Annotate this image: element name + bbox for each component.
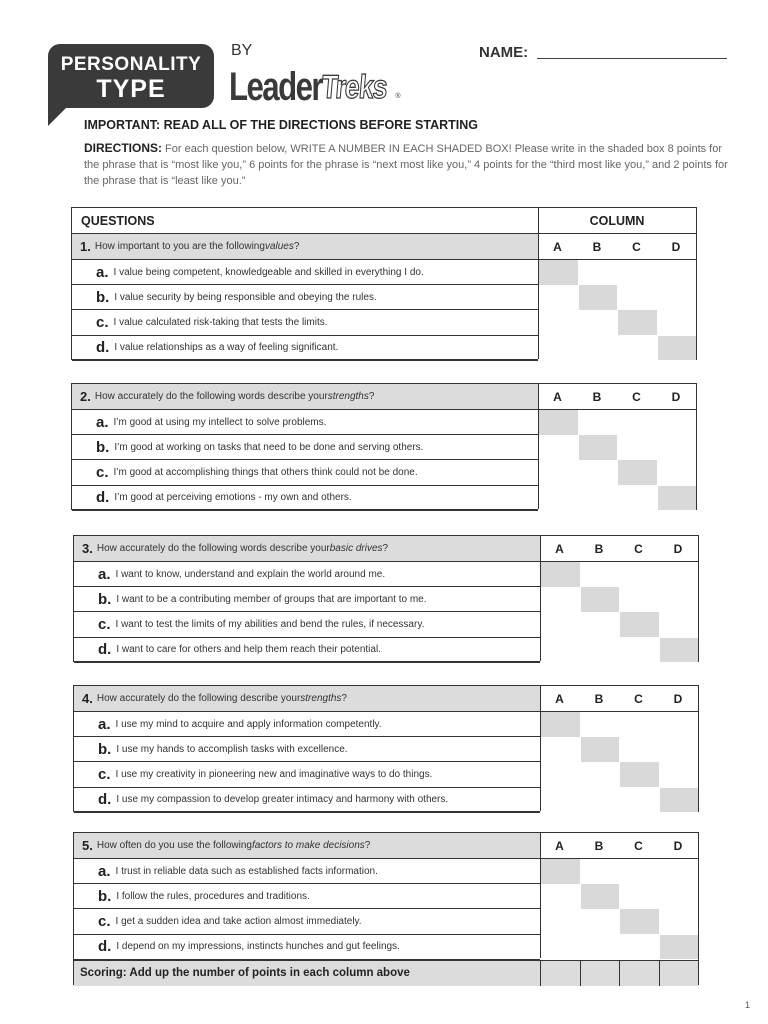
answer-letter: d. [98,791,112,809]
question-text [74,686,347,711]
question-number: 4. [82,691,93,706]
answer-statement: I want to test the limits of my abilities and bend the rules, if necessary. [115,618,425,630]
score-box-d[interactable] [660,788,699,813]
answer-row [72,285,696,310]
question-row [74,833,698,859]
score-box-c[interactable] [620,612,659,637]
question-row [72,234,696,260]
question-prefix: How accurately do the following words describe your [96,543,330,554]
answer-statement: I get a sudden idea and take action almost immediately. [115,915,362,927]
directions-label: DIRECTIONS: [84,141,162,155]
answer-text [74,935,400,959]
answer-row [74,587,698,612]
answer-text [72,486,352,510]
answer-letter: a. [96,413,109,431]
question-table [71,207,697,360]
score-box-b[interactable] [581,737,620,762]
column-label-a: A [553,240,562,254]
question-number: 5. [82,838,93,853]
answer-row [74,638,698,663]
answer-row [74,562,698,587]
answer-letter: a. [96,263,109,281]
score-box-b[interactable] [581,587,620,612]
answer-letter: d. [98,641,112,659]
score-box-c[interactable] [618,310,657,335]
score-box-c[interactable] [618,460,657,485]
answer-text [74,788,448,812]
answer-letter: a. [98,715,111,733]
answer-statement: I trust in reliable data such as established facts information. [115,865,378,877]
question-suffix: ? [382,543,389,554]
answer-divider [540,833,541,958]
score-box-b[interactable] [579,285,618,310]
question-text [74,536,388,561]
answer-letter: b. [96,288,110,306]
answer-cells [538,435,696,461]
answer-text [72,460,418,484]
answer-letter: d. [96,489,110,507]
answer-divider [538,384,539,509]
answer-statement: I use my mind to acquire and apply information competently. [115,718,382,730]
score-total-b[interactable] [580,961,619,986]
column-label-b: B [594,542,604,556]
column-label-b: B [592,390,602,404]
answer-statement: I use my creativity in pioneering new and imaginative ways to do things. [115,768,433,780]
answer-text [74,737,348,761]
registered-mark: ® [395,93,401,100]
answer-row [74,859,698,884]
name-field[interactable] [537,58,727,59]
by-label: BY [231,42,253,59]
answer-cells [540,612,698,638]
answer-row [72,460,696,485]
answer-cells [538,460,696,486]
score-box-a[interactable] [541,859,580,884]
answer-letter: b. [96,438,110,456]
question-suffix: ? [368,391,375,402]
question-prefix: How important to you are the following [94,241,265,252]
column-label-d: D [671,390,681,404]
answer-cells [538,310,696,336]
answer-statement: I’m good at perceiving emotions - my own and others. [114,492,352,504]
answer-row [72,336,696,361]
question-suffix: ? [293,241,300,252]
answer-divider [540,536,541,661]
scoring-row [74,960,698,986]
question-prefix: How often do you use the following [96,840,252,851]
question-emphasis: factors to make decisions [251,840,365,851]
table-header-row [72,208,696,234]
question-number: 2. [80,389,91,404]
answer-letter: d. [98,938,112,956]
answer-text [72,336,338,360]
column-label-c: C [632,240,641,254]
answer-row [72,410,696,435]
answer-text [72,435,423,459]
badge-tail [48,104,70,126]
answer-divider [540,686,541,811]
column-label-d: D [673,542,683,556]
score-box-a[interactable] [541,712,580,737]
brand-logo-treks: Treks [320,68,389,105]
answer-row [72,310,696,335]
answer-statement: I want to care for others and help them reach their potential. [116,644,381,656]
column-label-b: B [594,839,604,853]
answer-row [74,737,698,762]
answer-letter: d. [96,339,110,357]
score-box-d[interactable] [660,935,699,960]
name-label: NAME: [479,44,529,61]
directions [84,140,734,189]
question-emphasis: strengths [327,391,369,402]
score-box-a[interactable] [539,260,578,285]
answer-text [74,712,382,736]
scoring-label: Scoring: Add up the number of points in each column above [80,967,410,980]
answer-row [74,909,698,934]
answer-text [74,884,310,908]
question-text [72,384,374,409]
question-prefix: How accurately do the following describe your [96,693,301,704]
score-total-c[interactable] [619,961,658,986]
column-label-c: C [634,839,643,853]
answer-statement: I want to know, understand and explain the world around me. [115,568,386,580]
column-label-d: D [673,839,683,853]
answer-statement: I use my compassion to develop greater intimacy and harmony with others. [116,794,449,806]
column-label-a: A [553,390,562,404]
question-table [73,832,699,985]
score-total-a[interactable] [540,961,579,986]
answer-letter: a. [98,862,111,880]
answer-letter: a. [98,565,111,583]
answer-text [74,859,378,883]
answer-statement: I value security by being responsible and obeying the rules. [114,291,377,303]
question-row [72,384,696,410]
question-row [74,686,698,712]
brand-logo [229,62,401,108]
question-emphasis: basic drives [329,543,383,554]
question-emphasis: values [264,241,294,252]
question-number: 1. [80,239,91,254]
answer-text [74,762,432,786]
column-header: COLUMN [589,213,645,228]
answer-statement: I follow the rules, procedures and traditions. [116,890,310,902]
answer-statement: I’m good at using my intellect to solve problems. [113,416,327,428]
title-line-2: TYPE [96,75,166,103]
column-label-a: A [555,839,564,853]
score-box-d[interactable] [658,336,697,361]
question-number: 3. [82,541,93,556]
column-label-c: C [634,542,643,556]
answer-cells [540,884,698,910]
answer-letter: c. [98,765,111,783]
question-table [73,535,699,662]
answer-statement: I’m good at working on tasks that need to be done and serving others. [114,441,424,453]
answer-cells [540,737,698,763]
answer-text [72,310,328,334]
question-emphasis: strengths [300,693,342,704]
question-text [72,234,299,259]
answer-cells [538,285,696,311]
column-label-c: C [632,390,641,404]
title-badge [48,44,214,108]
column-label-b: B [594,692,604,706]
question-text [74,833,370,858]
score-box-b[interactable] [579,435,618,460]
answer-row [74,612,698,637]
answer-text [72,285,377,309]
column-label-a: A [555,542,564,556]
question-table [73,685,699,812]
answer-letter: b. [98,590,112,608]
question-row [74,536,698,562]
score-box-c[interactable] [620,762,659,787]
answer-text [74,587,427,611]
page-number: 1 [744,1000,750,1010]
answer-row [74,788,698,813]
answer-cells [540,762,698,788]
answer-row [74,712,698,737]
question-suffix: ? [364,840,371,851]
score-total-d[interactable] [659,961,698,986]
brand-logo-leader: Leader [229,65,322,109]
answer-cells [540,587,698,613]
score-box-d[interactable] [658,486,697,511]
answer-statement: I value being competent, knowledgeable and skilled in everything I do. [113,266,424,278]
answer-row [72,486,696,511]
answer-row [72,260,696,285]
answer-row [74,762,698,787]
answer-text [74,909,362,933]
answer-text [74,638,381,662]
answer-text [72,260,424,284]
score-box-a[interactable] [539,410,578,435]
questions-header: QUESTIONS [81,213,155,228]
score-box-d[interactable] [660,638,699,663]
answer-letter: b. [98,887,112,905]
question-suffix: ? [341,693,347,704]
answer-statement: I value calculated risk-taking that tests the limits. [113,316,328,328]
answer-divider [538,208,539,359]
answer-letter: c. [98,912,111,930]
answer-statement: I want to be a contributing member of groups that are important to me. [116,593,427,605]
score-box-c[interactable] [620,909,659,934]
column-label-c: C [634,692,643,706]
question-prefix: How accurately do the following words describe your [94,391,328,402]
column-label-d: D [671,240,681,254]
answer-cells [540,909,698,935]
column-label-b: B [592,240,602,254]
answer-row [74,935,698,960]
answer-statement: I’m good at accomplishing things that others think could not be done. [113,466,418,478]
title-line-1: PERSONALITY [60,54,202,75]
answer-text [74,612,424,636]
answer-statement: I depend on my impressions, instincts hunches and gut feelings. [116,941,400,953]
answer-statement: I value relationships as a way of feeling significant. [114,342,339,354]
answer-text [72,410,326,434]
answer-row [72,435,696,460]
answer-statement: I use my hands to accomplish tasks with excellence. [116,743,348,755]
score-box-a[interactable] [541,562,580,587]
important-note: IMPORTANT: READ ALL OF THE DIRECTIONS BEFORE STARTING [84,118,478,132]
answer-letter: c. [98,615,111,633]
answer-text [74,562,385,586]
answer-letter: c. [96,463,109,481]
directions-text: For each question below, WRITE A NUMBER IN EACH SHADED BOX! Please write in the shaded box 8 points for the phrase that is “most like you,” 6 points for the phrase is “next most like you,” 4 points for the “third most like you,” and 2 points for the phrase that is “least like you.” [84,143,728,187]
column-label-d: D [673,692,683,706]
answer-letter: c. [96,313,109,331]
answer-letter: b. [98,740,112,758]
answer-row [74,884,698,909]
question-table [71,383,697,510]
score-box-b[interactable] [581,884,620,909]
column-label-a: A [555,692,564,706]
